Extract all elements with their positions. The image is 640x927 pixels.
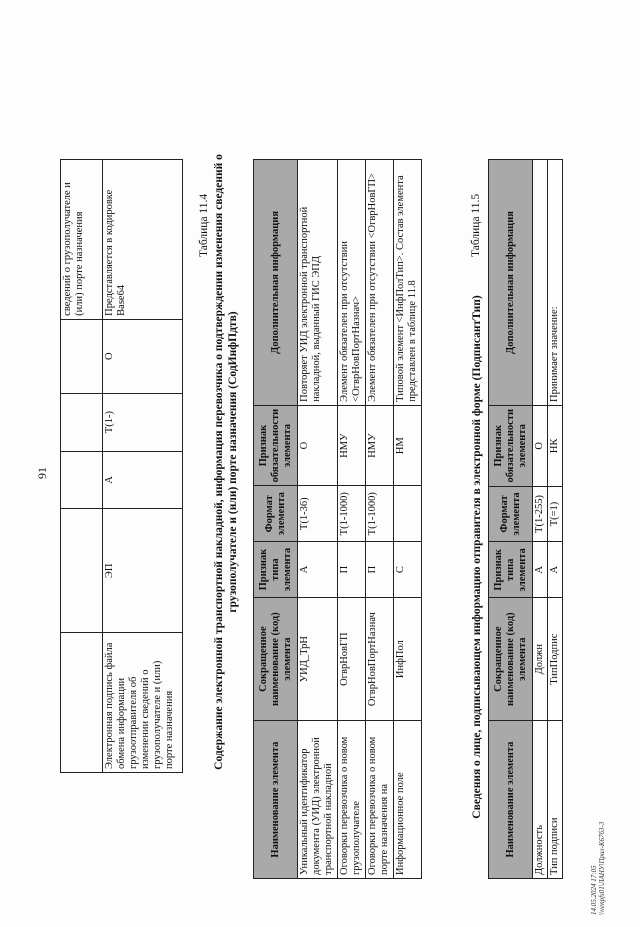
header-cell: Формат элемента [254, 486, 298, 542]
table-cell: сведений о грузополучателе и (или) порте назначения [61, 160, 103, 320]
table-cell: ТипПодпис [548, 598, 563, 721]
table-cell: П [366, 542, 394, 598]
table-cell: Уникальный идентификатор документа (УИД) электронной транспортной накладной [298, 721, 338, 879]
table-cell [533, 160, 548, 406]
table-cell: Тип подписи [548, 721, 563, 879]
table-title [212, 117, 240, 807]
table-row [338, 160, 366, 879]
table-cell: О [298, 405, 338, 486]
table-cell: А [103, 451, 183, 509]
header-cell: Формат элемента [489, 486, 533, 542]
table-cell: Оговорки перевозчика о новом грузополучателе [338, 721, 366, 879]
table-cell: Т(1-255) [533, 486, 548, 542]
header-cell: Сокращенное наименование (код) элемента [489, 598, 533, 721]
table-cell: Электронная подпись файла обмена информации грузоотправителя об изменении сведений о грузополучателе и (или) порте назначения [103, 633, 183, 773]
stamp-line: 14.05.2024 17:05 [590, 865, 598, 915]
table-cell: Повторяет УИД электронной транспортной накладной, выданный ГИС ЭПД [298, 160, 338, 406]
table-cell: УИД_ТрН [298, 597, 338, 720]
table-cell [61, 509, 103, 633]
table-row [298, 160, 338, 879]
header-cell: Наименование элемента [254, 721, 298, 879]
table-cell: Т(1-) [103, 393, 183, 451]
header-cell: Дополнительная информация [254, 160, 298, 406]
table-cell: НМ [394, 405, 422, 486]
table-cell: ИнфПол [394, 597, 422, 720]
top-table [60, 159, 183, 773]
table-cell: Т(1-36) [298, 486, 338, 542]
table-cell: О [103, 319, 183, 393]
table-header-row [254, 160, 298, 879]
print-stamp [590, 822, 606, 915]
header-cell: Дополнительная информация [489, 160, 533, 406]
page-number: 91 [35, 467, 49, 479]
table-cell: Т(=1) [548, 486, 563, 542]
table-header-row [489, 160, 533, 879]
table-cell: П [338, 542, 366, 598]
table-row [394, 160, 422, 879]
table-title-line: Содержание электронной транспортной накладной, информация перевозчика о подтверждении изменения сведений о [213, 154, 225, 770]
table-row [103, 160, 183, 773]
table-11-4 [253, 159, 422, 879]
table-title-line: грузополучателе и (или) порте назначения (СодИнфПдтв) [227, 311, 239, 613]
table-cell: ОгврНовПортНазнач [366, 597, 394, 720]
table-cell: Принимает значение: [548, 160, 563, 406]
header-cell: Признак обязательности элемента [489, 406, 533, 487]
table-row [61, 160, 103, 773]
table-cell [61, 393, 103, 451]
table-cell: ОгврНовГП [338, 597, 366, 720]
table-cell: Должн [533, 598, 548, 721]
table-cell: А [298, 542, 338, 598]
table-cell: А [533, 542, 548, 598]
table-cell: Типовой элемент <ИнфПолТип>. Состав элемента представлен в таблице 11.8 [394, 160, 422, 406]
table-cell: Оговорки перевозчика о новом порте назначения на [366, 721, 394, 879]
table-cell: НМУ [366, 405, 394, 486]
header-cell: Признак типа элемента [489, 542, 533, 598]
table-cell: Т(1-1000) [366, 486, 394, 542]
table-cell [61, 319, 103, 393]
table-cell [61, 451, 103, 509]
table-cell: Т(1-1000) [338, 486, 366, 542]
table-cell: Должность [533, 721, 548, 879]
header-cell: Признак обязательности элемента [254, 405, 298, 486]
stamp-line: \\venpfs01\ЛАНУ\Прил-К67б3-3 [598, 821, 606, 915]
table-cell: Элемент обязателен при отсутствии <ОгврНовГП> [366, 160, 394, 406]
table-cell: НК [548, 406, 563, 487]
table-cell: Элемент обязателен при отсутствии <ОгврНовПортНазнач> [338, 160, 366, 406]
header-cell: Наименование элемента [489, 721, 533, 879]
table-label: Таблица 11.5 [470, 193, 482, 257]
header-cell: Признак типа элемента [254, 542, 298, 598]
table-cell: НМУ [338, 405, 366, 486]
table-row [533, 160, 548, 879]
table-11-5 [488, 159, 563, 879]
table-cell: Представляется в кодировке Base64 [103, 160, 183, 320]
table-row [548, 160, 563, 879]
table-cell [61, 633, 103, 773]
table-cell [394, 486, 422, 542]
table-cell: Информационное поле [394, 721, 422, 879]
table-cell: С [394, 542, 422, 598]
table-label: Таблица 11.4 [198, 193, 210, 257]
table-row [366, 160, 394, 879]
table-title: Сведения о лице, подписывающем информацию отправителя в электронной форме (ПодписантТип) [471, 295, 483, 819]
table-cell: А [548, 542, 563, 598]
header-cell: Сокращенное наименование (код) элемента [254, 597, 298, 720]
table-cell: О [533, 406, 548, 487]
table-cell: ЭП [103, 509, 183, 633]
